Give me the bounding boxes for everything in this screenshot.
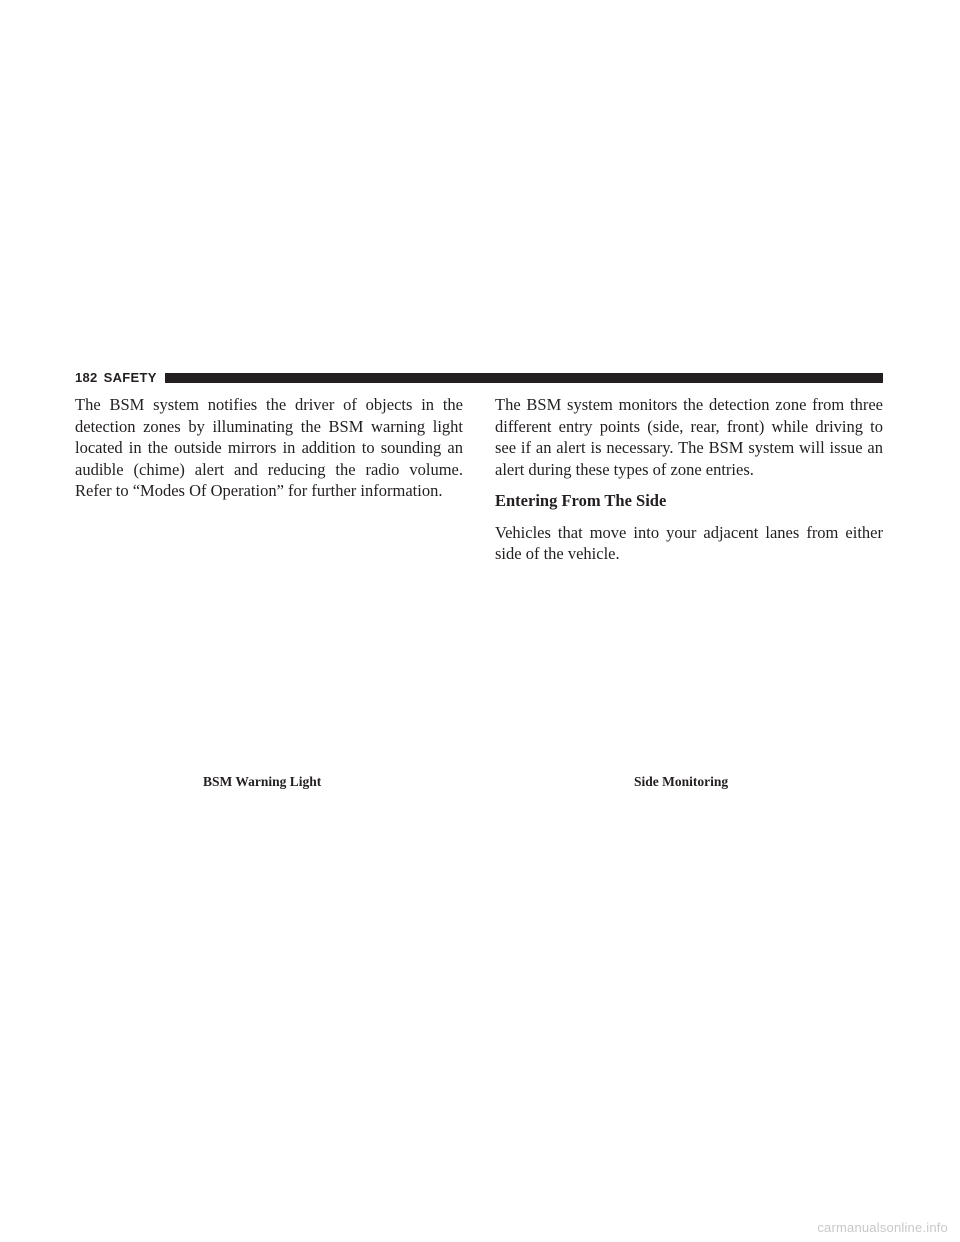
page-number: 182 [75,370,98,385]
figure-caption-bsm-warning-light: BSM Warning Light [203,774,322,789]
header-rule [165,373,883,383]
right-column [495,394,883,575]
section-title: SAFETY [103,370,157,385]
subheading: Entering From The Side [495,491,667,510]
left-column [75,394,463,512]
body-paragraph: Vehicles that move into your adjacent lanes from either side of the vehicle. [495,522,883,563]
figure-caption-side-monitoring: Side Monitoring [634,774,729,789]
page-header [75,370,883,386]
watermark: carmanualsonline.info [817,1220,948,1235]
body-paragraph: The BSM system notifies the driver of objects in the detection zones by illuminating the BSM warning light located in the outside mirrors in addition to sounding an audible (chime) alert and reducing the radio volume. Refer to “Modes Of Operation” for further information. [75,395,463,500]
body-paragraph: The BSM system monitors the detection zone from three different entry points (side, rear, front) while driving to see if an alert is necessary. The BSM system will issue an alert during these types of zone entries. [495,395,883,479]
